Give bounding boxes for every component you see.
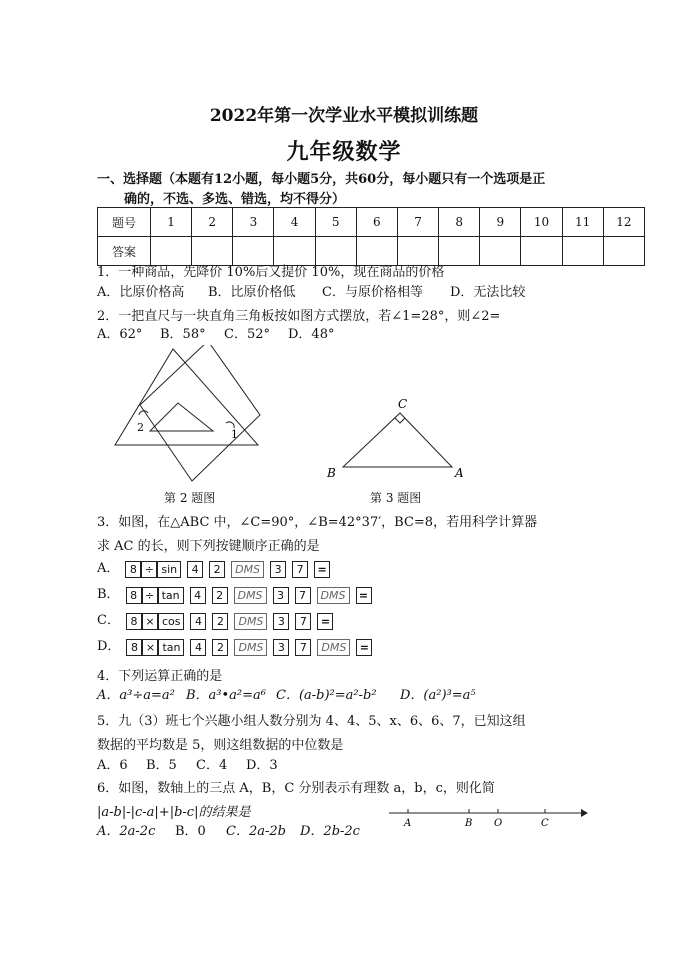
question-number-cell: 6	[356, 208, 397, 237]
answer-cell[interactable]	[192, 237, 233, 266]
label-b: B	[327, 466, 336, 480]
answer-cell[interactable]	[397, 237, 438, 266]
question-6-option-b: B．0	[175, 824, 206, 839]
calculator-key: 3	[273, 613, 289, 630]
answer-cell[interactable]	[439, 237, 480, 266]
calculator-key-dms: DMS	[234, 613, 267, 630]
calculator-key: tan	[158, 639, 184, 656]
calculator-key: tan	[158, 587, 184, 604]
calculator-key: 3	[273, 587, 289, 604]
question-6-option-c: C．2a-2b	[226, 824, 286, 839]
calculator-key: 2	[212, 587, 228, 604]
page-subtitle: 九年级数学	[286, 139, 402, 165]
question-5-option-c: C．4	[196, 758, 228, 773]
calculator-key: ×	[142, 639, 158, 656]
question-5-option-d: D．3	[246, 758, 278, 773]
section-heading-line1: 一、选择题（本题有12小题，每小题5分，共60分，每小题只有一个选项是正	[97, 172, 546, 187]
option-letter: B．	[97, 587, 120, 602]
question-4-option-c: C．(a-b)²=a²-b²	[276, 688, 377, 703]
label-a: A	[455, 466, 464, 480]
question-3-option-a	[97, 559, 330, 579]
answer-cell[interactable]	[521, 237, 562, 266]
option-letter: A．	[97, 561, 120, 576]
calculator-key-dms: DMS	[231, 561, 264, 578]
calculator-key: 4	[190, 587, 206, 604]
question-5-option-b: B．5	[146, 758, 177, 773]
question-2-stem: 2．一把直尺与一块直角三角板按如图方式摆放，若∠1=28°，则∠2=	[97, 309, 501, 324]
calculator-key: 8	[126, 613, 142, 630]
question-number-cell: 12	[603, 208, 644, 237]
calculator-key: sin	[157, 561, 181, 578]
ruler	[140, 345, 260, 481]
calculator-key: 3	[273, 639, 289, 656]
question-5-stem-line1: 5．九（3）班七个兴趣小组人数分别为 4、4、5、x、6、6、7，已知这组	[97, 714, 526, 729]
question-number-cell: 9	[480, 208, 521, 237]
question-3-stem-line1: 3．如图，在△ABC 中，∠C=90°，∠B=42°37′，BC=8，若用科学计算器	[97, 515, 538, 530]
section-heading-line2: 确的，不选、多选、错选，均不得分）	[124, 192, 346, 207]
answer-cell[interactable]	[480, 237, 521, 266]
calculator-key-equals: =	[317, 613, 333, 630]
calculator-key: 8	[125, 561, 141, 578]
calculator-key-equals: =	[356, 639, 372, 656]
figure-3-right-triangle	[320, 392, 470, 484]
question-6-stem-line2: |a-b|-|c-a|+|b-c|的结果是	[97, 805, 251, 820]
question-4-option-a: A．a³÷a=a²	[97, 688, 175, 703]
calculator-key: 8	[126, 587, 142, 604]
calculator-key: 4	[190, 639, 206, 656]
question-number-cell: 11	[562, 208, 603, 237]
question-6-option-a: A．2a-2c	[97, 824, 156, 839]
calculator-key: 7	[292, 561, 308, 578]
calculator-key-dms: DMS	[317, 639, 350, 656]
section-heading	[97, 170, 657, 210]
question-2-option-b: B．58°	[160, 327, 206, 342]
option-letter: C．	[97, 613, 120, 628]
answer-label: 答案	[98, 237, 151, 266]
question-1-stem: 1．一种商品，先降价 10%后又提价 10%，现在商品的价格	[97, 265, 445, 280]
question-2-option-d: D．48°	[288, 327, 335, 342]
question-number-cell: 10	[521, 208, 562, 237]
page-title: 2022年第一次学业水平模拟训练题	[209, 106, 479, 126]
question-1-option-c: C．与原价格相等	[322, 285, 423, 300]
answer-cell[interactable]	[603, 237, 644, 266]
question-6-stem-line1: 6．如图，数轴上的三点 A，B，C 分别表示有理数 a，b，c，则化简	[97, 781, 495, 796]
question-2-option-c: C．52°	[224, 327, 270, 342]
number-line-figure	[385, 803, 590, 833]
calculator-key-dms: DMS	[234, 587, 267, 604]
calculator-key: 8	[126, 639, 142, 656]
answer-cell[interactable]	[151, 237, 192, 266]
calculator-key: 7	[295, 587, 311, 604]
question-1-option-b: B．比原价格低	[208, 285, 296, 300]
point-a-label: A	[404, 818, 412, 829]
calculator-key-dms: DMS	[234, 639, 267, 656]
angle-1-label: 1	[231, 428, 238, 441]
point-o-label: O	[494, 818, 503, 829]
question-3-option-b	[97, 585, 372, 605]
question-number-cell: 7	[397, 208, 438, 237]
question-3-option-c	[97, 611, 333, 631]
answer-cell[interactable]	[356, 237, 397, 266]
calculator-key: ÷	[142, 587, 158, 604]
question-4-option-d: D．(a²)³=a⁵	[400, 688, 476, 703]
answer-table-answer-row	[98, 237, 645, 266]
calculator-key: 7	[295, 613, 311, 630]
question-4-option-b: B．a³•a²=a⁶	[186, 688, 266, 703]
question-1-option-a: A．比原价格高	[97, 285, 185, 300]
calculator-key: 3	[270, 561, 286, 578]
calculator-key-equals: =	[356, 587, 372, 604]
question-6-option-d: D．2b-2c	[300, 824, 360, 839]
calculator-key: cos	[158, 613, 185, 630]
question-5-stem-line2: 数据的平均数是 5，则这组数据的中位数是	[97, 738, 344, 753]
question-3-option-d	[97, 637, 372, 657]
question-3-stem-line2: 求 AC 的长，则下列按键顺序正确的是	[97, 539, 320, 554]
calculator-key: 4	[187, 561, 203, 578]
point-c-label: C	[541, 818, 549, 829]
figure-2-caption: 第 2 题图	[164, 491, 216, 505]
answer-cell[interactable]	[315, 237, 356, 266]
calculator-key-dms: DMS	[317, 587, 350, 604]
answer-cell[interactable]	[274, 237, 315, 266]
question-4-stem: 4．下列运算正确的是	[97, 669, 223, 684]
calculator-key: ×	[142, 613, 158, 630]
number-line-arrow	[581, 809, 588, 817]
answer-cell[interactable]	[562, 237, 603, 266]
calculator-key-equals: =	[314, 561, 330, 578]
calculator-key: ÷	[141, 561, 157, 578]
triangle-inner	[150, 403, 213, 431]
figure-3-caption: 第 3 题图	[370, 491, 422, 505]
question-number-cell: 2	[192, 208, 233, 237]
answer-table-header-row	[98, 208, 645, 237]
point-b-label: B	[465, 818, 473, 829]
question-number-cell: 8	[439, 208, 480, 237]
calculator-key: 4	[190, 613, 206, 630]
question-1-option-d: D．无法比较	[450, 285, 526, 300]
figure-2-ruler-triangle	[110, 345, 270, 490]
question-number-cell: 5	[315, 208, 356, 237]
right-angle-mark	[395, 418, 405, 423]
answer-table	[97, 207, 645, 266]
question-number-cell: 3	[233, 208, 274, 237]
calculator-key: 7	[295, 639, 311, 656]
question-2-option-a: A．62°	[97, 327, 143, 342]
calculator-key: 2	[212, 639, 228, 656]
calculator-key: 2	[212, 613, 228, 630]
option-letter: D．	[97, 639, 121, 654]
answer-cell[interactable]	[233, 237, 274, 266]
question-number-label: 题号	[98, 208, 151, 237]
angle-2-label: 2	[137, 421, 144, 434]
question-5-option-a: A．6	[97, 758, 128, 773]
calculator-key: 2	[209, 561, 225, 578]
label-c: C	[398, 397, 408, 411]
question-number-cell: 1	[151, 208, 192, 237]
question-number-cell: 4	[274, 208, 315, 237]
